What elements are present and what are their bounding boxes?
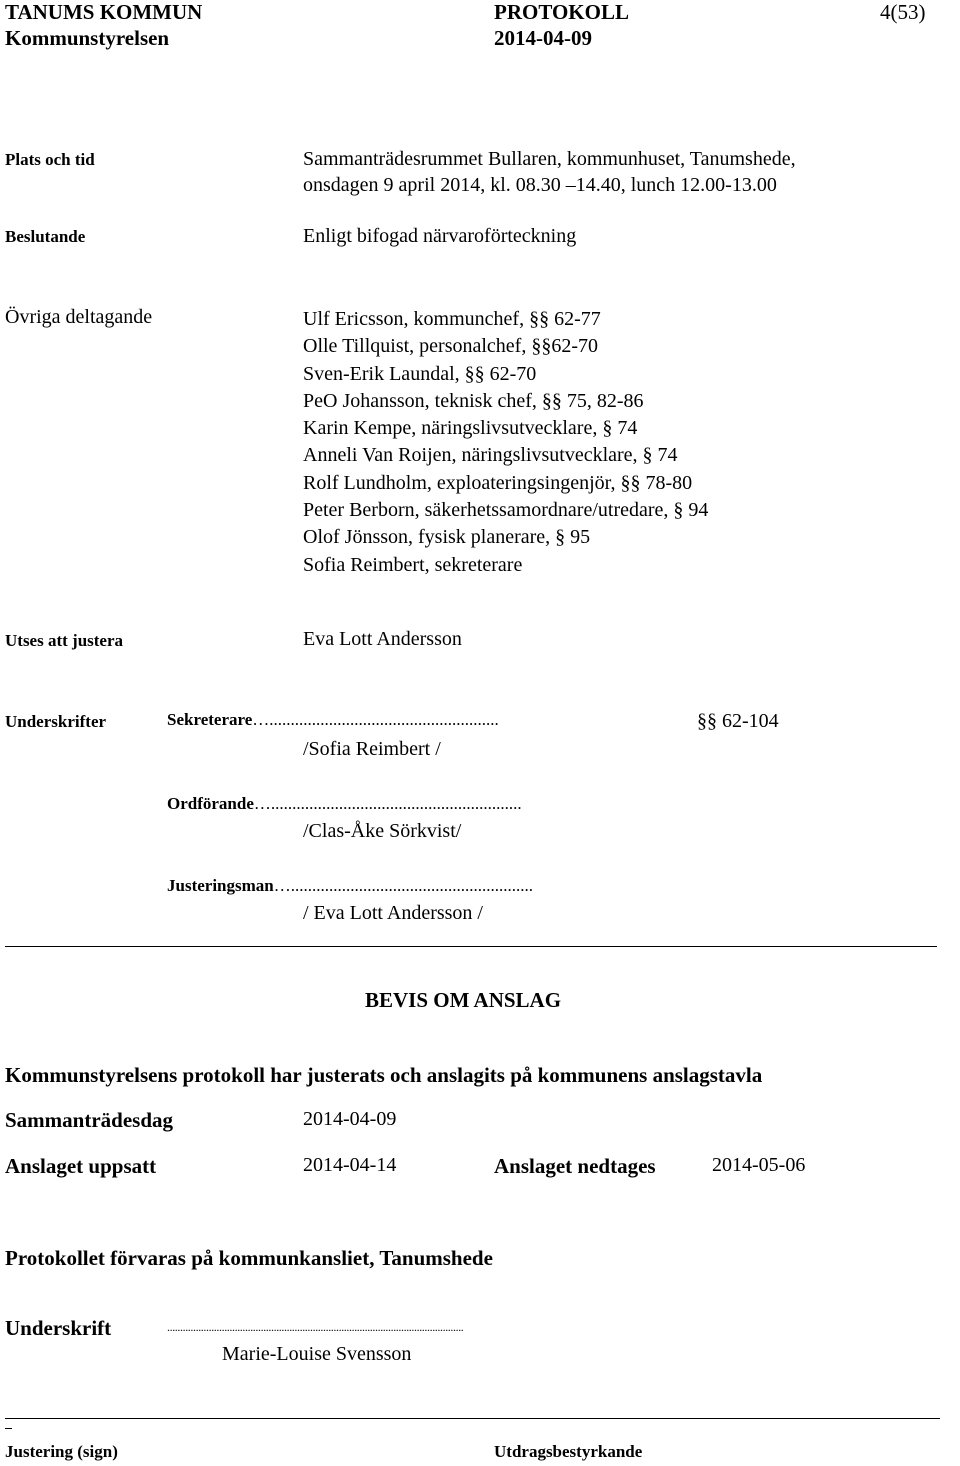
participant: Karin Kempe, näringslivsutvecklare, § 74 bbox=[303, 417, 638, 440]
footer-tick bbox=[5, 1428, 12, 1429]
posted-label: Anslaget uppsatt bbox=[5, 1154, 157, 1178]
header-date: 2014-04-09 bbox=[494, 26, 592, 50]
sign-name: Marie-Louise Svensson bbox=[222, 1343, 412, 1365]
sign-dots: .................................................................................................................. bbox=[167, 1320, 464, 1334]
committee-name: Kommunstyrelsen bbox=[5, 26, 170, 50]
notice-statement: Kommunstyrelsens protokoll har justerats och anslagits på kommunens anslagstavla bbox=[5, 1063, 763, 1087]
adjuster-line bbox=[167, 876, 533, 896]
secretary-label: Sekreterare bbox=[167, 710, 253, 729]
participant: PeO Johansson, teknisk chef, §§ 75, 82-86 bbox=[303, 389, 644, 412]
org-name: TANUMS KOMMUN bbox=[5, 0, 203, 24]
signatures-label: Underskrifter bbox=[5, 712, 107, 731]
footer-extract: Utdragsbestyrkande bbox=[494, 1442, 643, 1461]
participant: Peter Berborn, säkerhetssamordnare/utredare, § 94 bbox=[303, 499, 709, 522]
participant: Rolf Lundholm, exploateringsingenjör, §§ 78-80 bbox=[303, 471, 693, 494]
participant: Anneli Van Roijen, näringslivsutvecklare, § 74 bbox=[303, 444, 678, 467]
section-divider bbox=[5, 946, 937, 947]
page-number: 4(53) bbox=[880, 0, 926, 24]
participant: Ulf Ericsson, kommunchef, §§ 62-77 bbox=[303, 308, 601, 330]
participant: Olof Jönsson, fysisk planerare, § 95 bbox=[303, 526, 591, 549]
meeting-day-value: 2014-04-09 bbox=[303, 1108, 397, 1130]
adjuster-name: / Eva Lott Andersson / bbox=[303, 902, 483, 924]
chair-line bbox=[167, 794, 522, 814]
others-list bbox=[303, 306, 708, 579]
sign-label: Underskrift bbox=[5, 1316, 112, 1340]
chair-name: /Clas-Åke Sörkvist/ bbox=[303, 820, 462, 842]
footer-adjust-sign: Justering (sign) bbox=[5, 1442, 118, 1461]
participant: Sofia Reimbert, sekreterare bbox=[303, 553, 523, 576]
place-line-2: onsdagen 9 april 2014, kl. 08.30 –14.40, lunch 12.00-13.00 bbox=[303, 174, 777, 196]
footer-divider bbox=[5, 1418, 940, 1419]
chair-label: Ordförande bbox=[167, 794, 254, 813]
storage-statement: Protokollet förvaras på kommunkansliet, Tanumshede bbox=[5, 1246, 493, 1270]
paragraph-range: §§ 62-104 bbox=[697, 710, 779, 732]
adjuster-label: Justeringsman bbox=[167, 876, 274, 895]
place-line-1: Sammanträdesrummet Bullaren, kommunhuset, Tanumshede, bbox=[303, 148, 796, 170]
participant: Olle Tillquist, personalchef, §§62-70 bbox=[303, 335, 598, 358]
secretary-line bbox=[167, 710, 499, 730]
posted-value: 2014-04-14 bbox=[303, 1154, 397, 1176]
adjust-label: Utses att justera bbox=[5, 631, 124, 650]
adjuster-dots: …......................................................... bbox=[273, 876, 533, 895]
deciding-value: Enligt bifogad närvaroförteckning bbox=[303, 225, 577, 247]
others-label: Övriga deltagande bbox=[5, 306, 153, 328]
meeting-day-label: Sammanträdesdag bbox=[5, 1108, 174, 1132]
secretary-dots: …...................................................... bbox=[252, 710, 499, 729]
adjust-value: Eva Lott Andersson bbox=[303, 628, 462, 650]
notice-title: BEVIS OM ANSLAG bbox=[365, 988, 562, 1012]
doc-type: PROTOKOLL bbox=[494, 0, 629, 24]
secretary-name: /Sofia Reimbert / bbox=[303, 738, 441, 760]
participant: Sven-Erik Laundal, §§ 62-70 bbox=[303, 362, 537, 385]
place-label: Plats och tid bbox=[5, 150, 95, 169]
deciding-label: Beslutande bbox=[5, 227, 86, 246]
removed-label: Anslaget nedtages bbox=[494, 1154, 656, 1178]
chair-dots: …........................................................... bbox=[253, 794, 522, 813]
removed-value: 2014-05-06 bbox=[712, 1154, 806, 1176]
